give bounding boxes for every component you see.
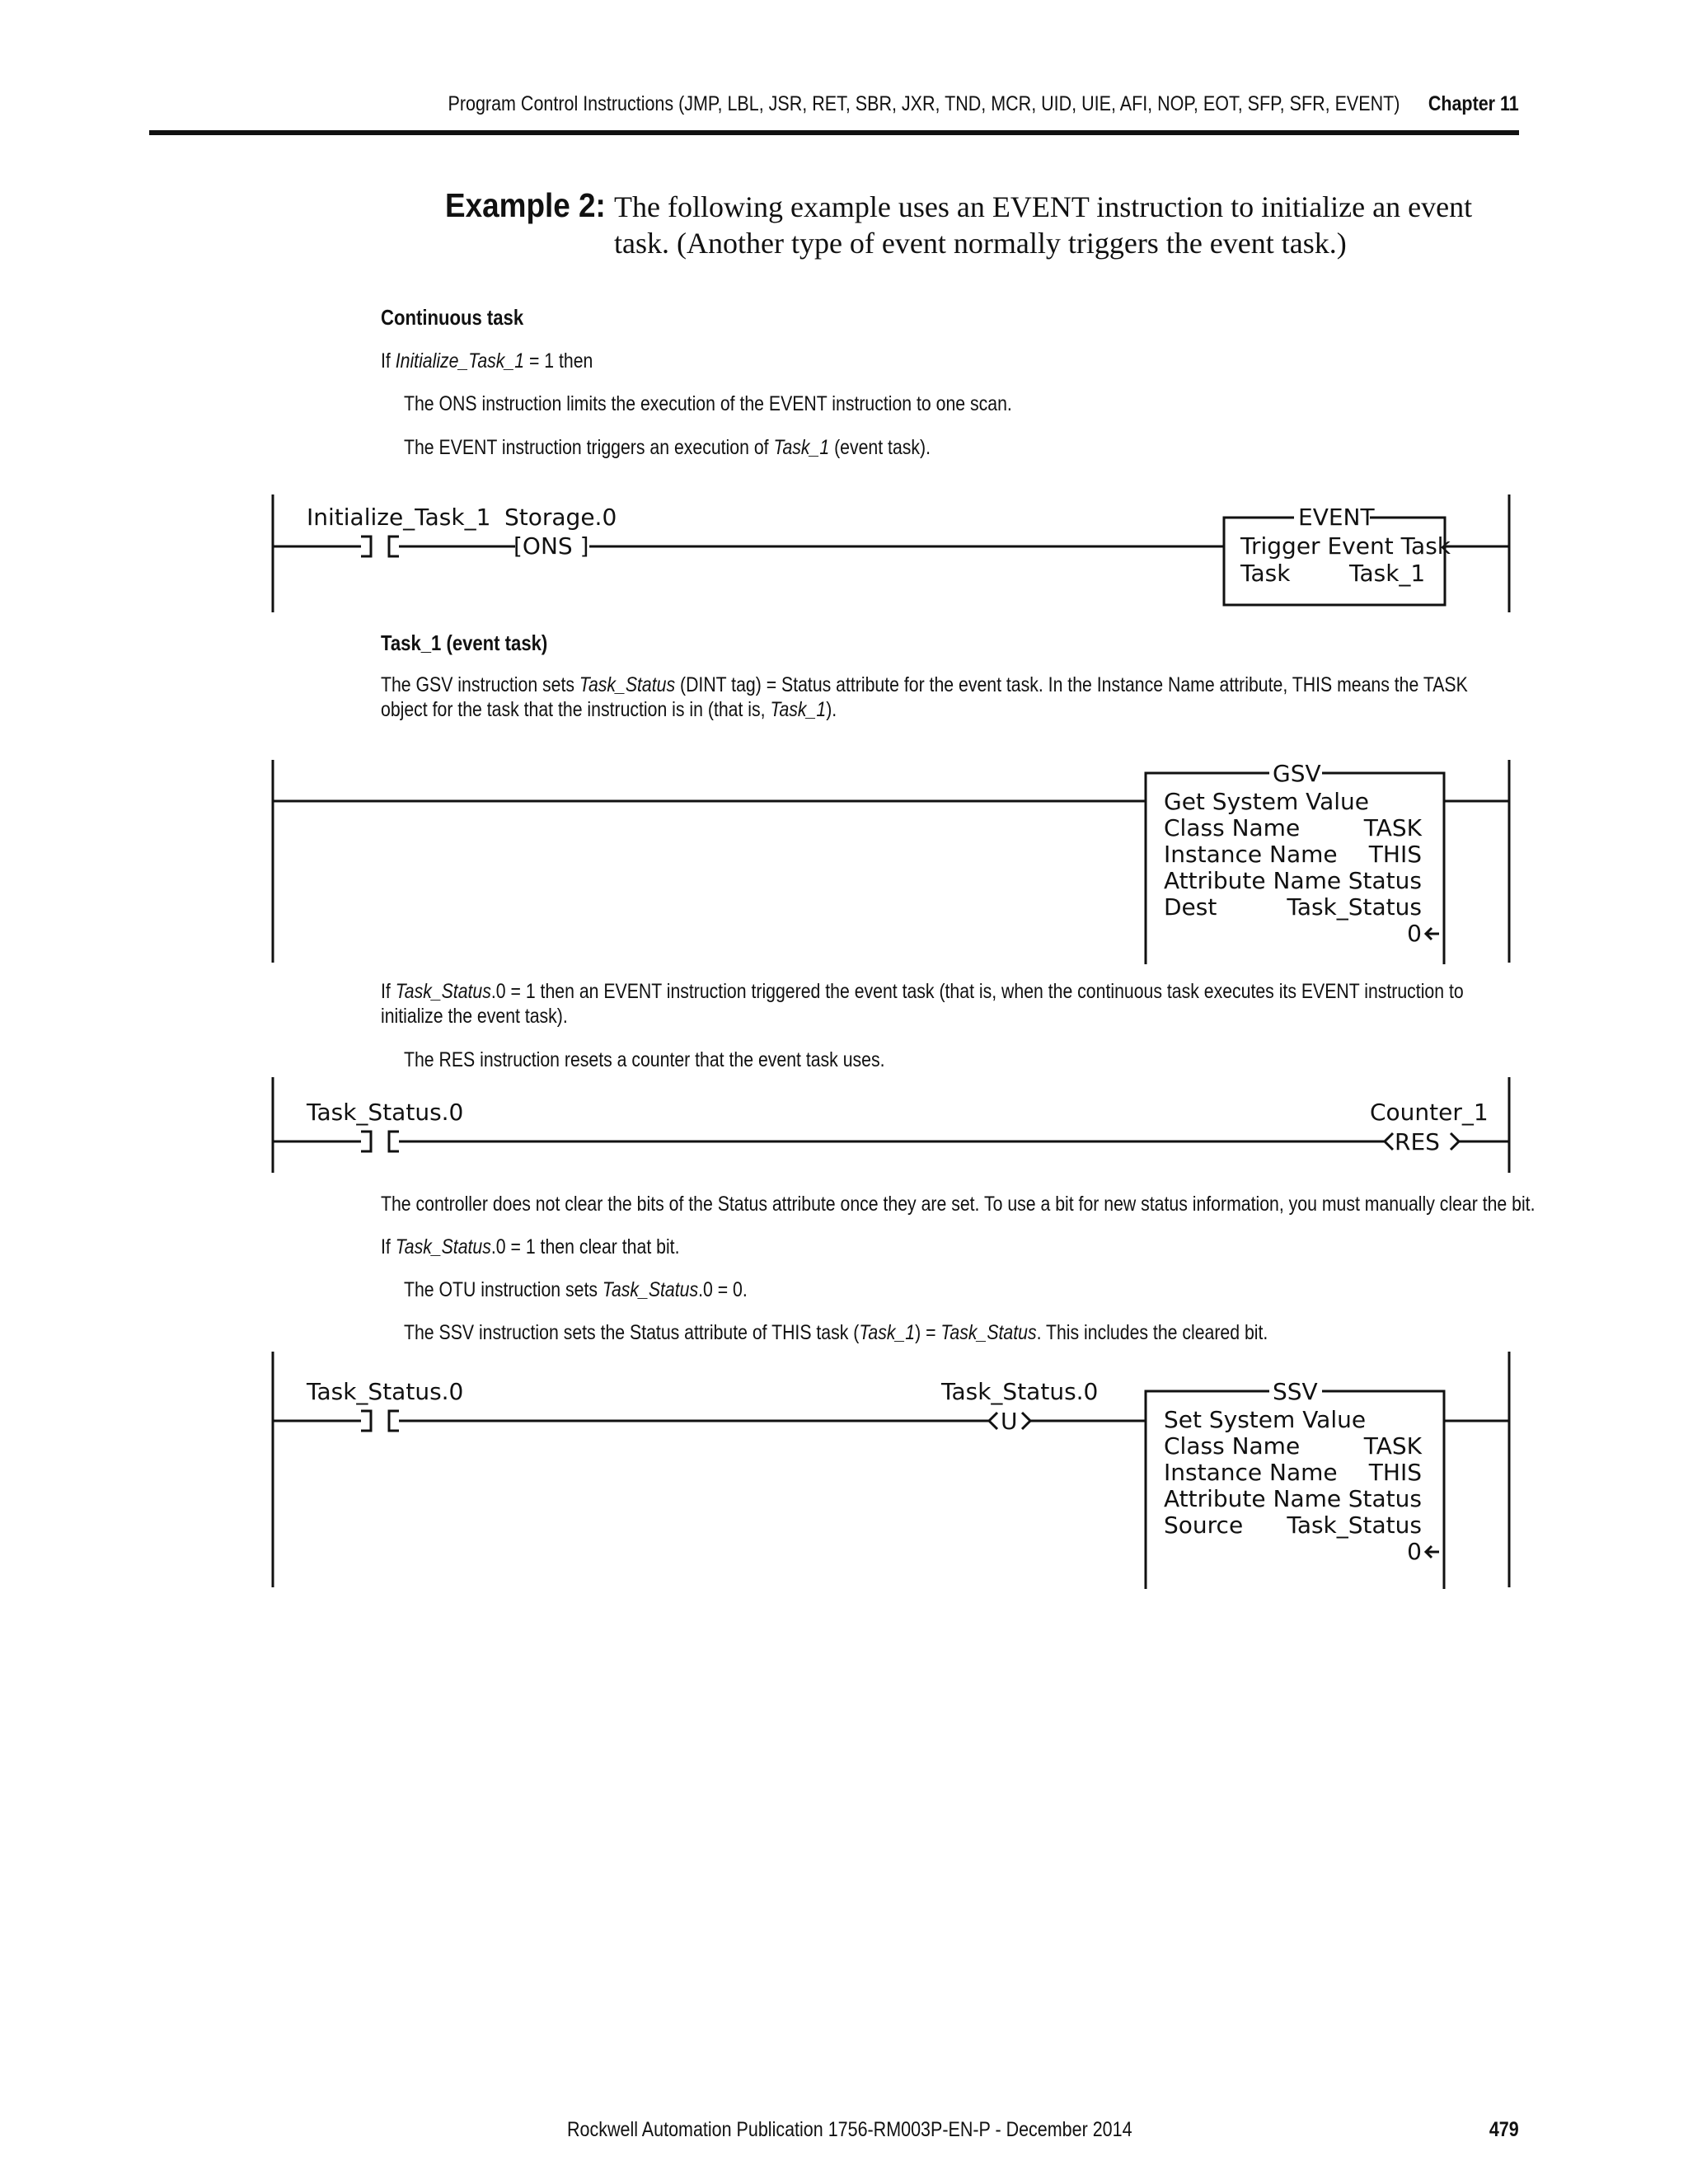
contact-tag: Initialize_Task_1 [307, 504, 491, 531]
gsv-description: The GSV instruction sets Task_Status (DINT tag) = Status attribute for the event task. In the Instance Name attribute, THIS means the TASK object for the task that the instruction is in (that is, Task_1). [381, 673, 1468, 721]
res-description: The RES instruction resets a counter that the event task uses. [404, 1048, 885, 1071]
event-description: The EVENT instruction triggers an execution of Task_1 (event task). [404, 436, 931, 459]
ladder-rung-res [0, 1076, 1688, 1174]
gsv-row-value: Status [1348, 867, 1422, 894]
ssv-source-value: 0 [1407, 1538, 1422, 1565]
gsv-row-label: Instance Name [1164, 841, 1338, 868]
ssv-row-value: Task_Status [1287, 1511, 1422, 1539]
otu-tag: Task_Status.0 [941, 1378, 1099, 1405]
chapter-label: Chapter 11 [1428, 92, 1519, 115]
footer-publication: Rockwell Automation Publication 1756-RM003P-EN-P - December 2014 [567, 2118, 1132, 2141]
res-counter-tag: Counter_1 [1370, 1099, 1489, 1126]
arrow-left-icon [1426, 1546, 1439, 1558]
clear-condition: If Task_Status.0 = 1 then clear that bit. [381, 1235, 680, 1258]
ssv-row-value: TASK [1363, 1432, 1422, 1460]
gsv-row-label: Dest [1164, 893, 1217, 921]
contact-tag: Task_Status.0 [307, 1099, 464, 1126]
running-header [448, 92, 1519, 116]
gsv-row-value: THIS [1368, 841, 1422, 868]
gsv-row-value: Task_Status [1287, 893, 1422, 921]
continuous-task-heading: Continuous task [381, 305, 524, 330]
ssv-row-label: Instance Name [1164, 1459, 1338, 1486]
page-number: 479 [1489, 2118, 1519, 2141]
event-box-desc: Trigger Event Task [1240, 532, 1451, 560]
ons-description: The ONS instruction limits the execution of the EVENT instruction to one scan. [404, 392, 1012, 415]
ssv-row-value: Status [1348, 1485, 1422, 1512]
gsv-row-label: Class Name [1164, 814, 1301, 841]
ons-tag: Storage.0 [504, 504, 617, 531]
event-param-label: Task [1240, 560, 1291, 587]
ssv-description: The SSV instruction sets the Status attribute of THIS task (Task_1) = Task_Status. This includes the cleared bit. [404, 1321, 1268, 1344]
ssv-box-title: SSV [1273, 1378, 1318, 1405]
otu-description: The OTU instruction sets Task_Status.0 = 0. [404, 1278, 748, 1301]
gsv-box-title: GSV [1273, 760, 1321, 787]
ladder-rung-event [0, 490, 1688, 614]
gsv-box-desc: Get System Value [1164, 788, 1370, 815]
ssv-row-label: Class Name [1164, 1432, 1301, 1460]
ssv-box-desc: Set System Value [1164, 1406, 1367, 1433]
arrow-left-icon [1426, 928, 1439, 940]
contact-tag: Task_Status.0 [307, 1378, 464, 1405]
event-param-value: Task_1 [1349, 560, 1426, 587]
otu-instruction: U [1001, 1408, 1018, 1435]
section-title: Program Control Instructions (JMP, LBL, JSR, RET, SBR, JXR, TND, MCR, UID, UIE, AFI, NOP, EOT, SFP, SFR, EVENT) [448, 92, 1400, 115]
example-label: Example 2: [445, 186, 606, 224]
ssv-row-label: Attribute Name [1164, 1485, 1342, 1512]
gsv-row-value: TASK [1363, 814, 1422, 841]
header-rule [149, 130, 1519, 135]
continuous-condition: If Initialize_Task_1 = 1 then [381, 349, 593, 373]
ladder-rung-ssv [0, 1350, 1688, 1589]
clear-bits-paragraph: The controller does not clear the bits of the Status attribute once they are set. To use a bit for new status information, you must manually clear the bit. [381, 1193, 1536, 1216]
gsv-dest-value: 0 [1407, 920, 1422, 947]
event-box-title: EVENT [1298, 504, 1375, 531]
ssv-row-value: THIS [1368, 1459, 1422, 1486]
example-intro: The following example uses an EVENT instruction to initialize an event task. (Another type of event normally triggers the event task.) [614, 190, 1473, 260]
status-condition-paragraph: If Task_Status.0 = 1 then an EVENT instruction triggered the event task (that is, when the continuous task executes its EVENT instruction to initialize the event task). [381, 980, 1464, 1028]
ladder-rung-gsv [0, 758, 1688, 964]
res-instruction: RES [1395, 1128, 1440, 1155]
ssv-row-label: Source [1164, 1511, 1244, 1539]
ons-instruction: [ONS ] [513, 532, 589, 560]
gsv-row-label: Attribute Name [1164, 867, 1342, 894]
event-task-heading: Task_1 (event task) [381, 630, 548, 655]
